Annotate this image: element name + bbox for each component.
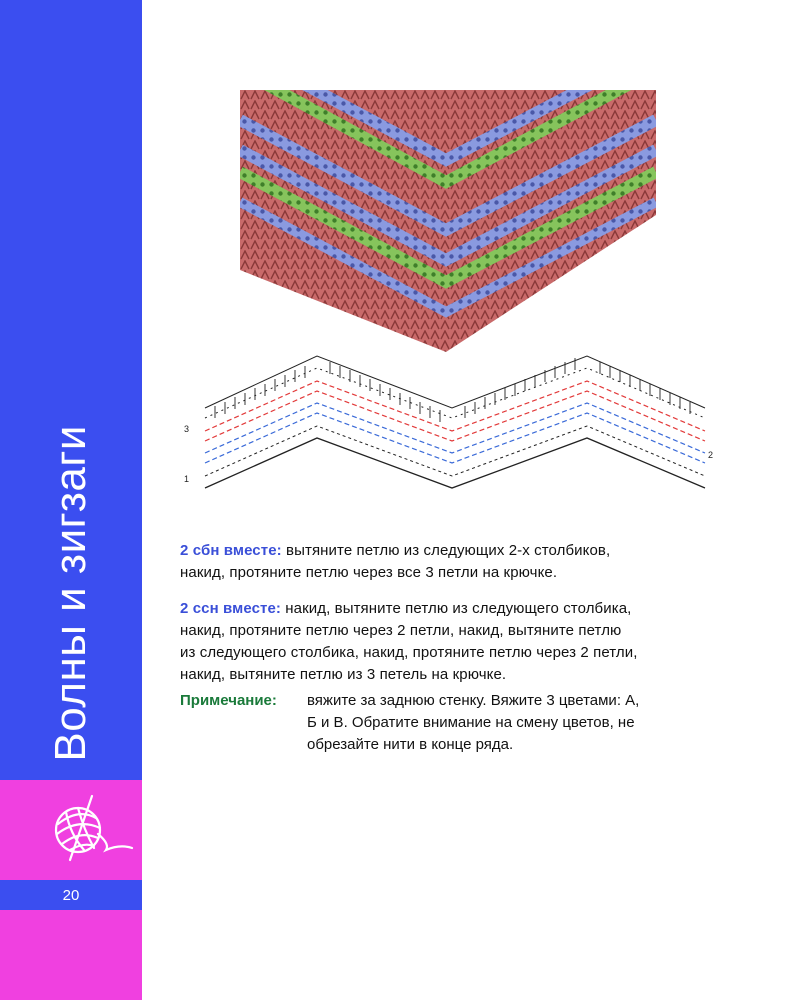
instruction-ssn-line2: накид, протяните петлю через 2 петли, накид, вытяните петлю [180,622,622,639]
note-line2: Б и В. Обратите внимание на смену цветов, не [307,714,635,731]
page-number: 20 [62,886,80,904]
instruction-ssn-line1: накид, вытяните петлю из следующего столбика, [281,600,632,617]
sidebar-pink-footer [0,910,142,1000]
note-body [307,690,727,756]
instruction-ssn [180,598,725,686]
yarn-ball-with-crochet-hook-icon [48,794,138,864]
instruction-sbn-term: 2 сбн вместе: [180,542,282,559]
chart-row-red-1 [205,391,705,441]
chart-row-red-2 [205,381,705,431]
instruction-ssn-line4: накид, вытяните петлю из 3 петель на крючке. [180,666,507,683]
instruction-sbn [180,540,725,584]
section-title-container [0,0,142,780]
instruction-sbn-line2: накид, протяните петлю через все 3 петли на крючке. [180,564,558,581]
instruction-ssn-line3: из следующего столбика, накид, протяните петлю через 2 петли, [180,644,638,661]
instruction-ssn-term: 2 ссн вместе: [180,600,282,617]
note-line1: вяжите за заднюю стенку. Вяжите 3 цветами: А, [307,692,640,709]
crochet-swatch-photo [240,90,656,352]
note-term: Примечание: [180,692,277,709]
instruction-sbn-line1: вытяните петлю из следующих 2-х столбиков, [281,542,611,559]
chart-row-blue-2 [205,403,705,453]
note-line3: обрезайте нити в конце ряда. [307,736,514,753]
chart-row-label-2: 2 [708,450,714,460]
chart-row-blue-1 [205,413,705,463]
chart-row-label-1: 1 [184,474,190,484]
crochet-chart [180,348,725,528]
section-title: Волны и зигзаги [46,425,95,762]
chart-row-label-3: 3 [184,424,190,434]
page-number-bar [0,880,142,910]
chart-row-1 [205,426,705,476]
